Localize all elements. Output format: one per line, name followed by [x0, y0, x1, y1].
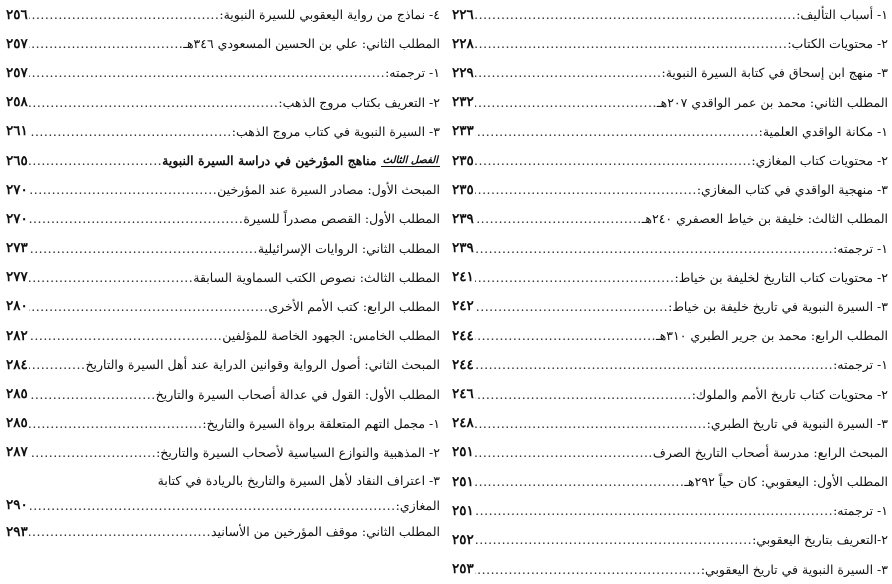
- toc-page-number: ٢٨٠: [6, 298, 28, 315]
- leader-dots: [475, 387, 692, 402]
- toc-entry-title: ١- مجمل التهم المتعلقة برواة السيرة والتاريخ:: [202, 415, 440, 431]
- leader-dots: [475, 562, 701, 577]
- toc-entry-title: ٣- السيرة النبوية في تاريخ الطبري:: [706, 415, 888, 431]
- toc-entry: [452, 555, 888, 584]
- toc-entry: [6, 0, 440, 29]
- toc-entry: [6, 58, 440, 87]
- leader-dots: [475, 241, 833, 256]
- toc-entry: [6, 409, 440, 438]
- leader-dots: [29, 182, 217, 197]
- toc-entry-title: ٢- محتويات كتاب المغازي:: [751, 153, 888, 169]
- leader-dots: [475, 474, 685, 489]
- toc-entry-title: المطلب الأول: القول في عدالة أصحاب السيرة والتاريخ: [155, 386, 440, 402]
- toc-entry: [6, 321, 440, 350]
- leader-dots: [29, 357, 86, 372]
- toc-entry: [452, 88, 888, 117]
- toc-entry: [452, 58, 888, 87]
- leader-dots: [475, 153, 752, 168]
- toc-entry: [6, 292, 440, 321]
- toc-page-number: ٢٥٣: [452, 561, 474, 578]
- toc-entry-title: المبحث الرابع: مدرسة أصحاب التاريخ الصرف: [652, 444, 888, 460]
- leader-dots: [475, 182, 697, 197]
- toc-entry: [6, 263, 440, 292]
- toc-entry-title: ٣- السيرة النبوية في تاريخ اليعقوبي:: [700, 561, 888, 577]
- leader-dots: [29, 270, 193, 285]
- chapter-ornament: الفصل الثالث: [382, 154, 438, 166]
- toc-page-number: ٢٢٨: [452, 35, 474, 52]
- toc-page-number: ٢٣٣: [452, 123, 474, 140]
- toc-entry-title: ٢- محتويات كتاب التاريخ لخليفة بن خياط:: [674, 269, 888, 285]
- toc-entry: [452, 525, 888, 554]
- toc-entry-title: ١- ترجمته:: [385, 65, 440, 81]
- toc-page-number: ٢٤٤: [452, 327, 474, 344]
- leader-dots: [475, 36, 788, 51]
- toc-page-number: ٢٣٩: [452, 210, 474, 227]
- toc-entry-title: ٢- المذهبية والنوازع السياسية لأصحاب السيرة والتاريخ:: [156, 444, 440, 460]
- toc-entry: [6, 88, 440, 117]
- leader-dots: [475, 445, 653, 460]
- toc-entry-title: ٢- محتويات الكتاب:: [787, 36, 888, 52]
- toc-entry-title: ٢- محتويات كتاب تاريخ الأمم والملوك:: [691, 386, 888, 402]
- toc-entry-title: مناهج المؤرخين في دراسة السيرة النبوية: [162, 153, 377, 169]
- toc-page-number: ٢٥٦: [6, 6, 28, 23]
- toc-page-number: ٢٧٣: [6, 240, 28, 257]
- leader-dots: [475, 357, 833, 372]
- toc-page-number: ٢٤٦: [452, 386, 474, 403]
- leader-dots: [29, 65, 385, 80]
- toc-page-number: ٢٨٥: [6, 386, 28, 403]
- leader-dots: [29, 241, 258, 256]
- toc-entry-title: المطلب الخامس: الجهود الخاصة للمؤلفين: [222, 328, 440, 344]
- toc-page-number: ٢٩٠: [6, 497, 28, 513]
- toc-entry: [452, 204, 888, 233]
- toc-page-number: ٢٥٢: [452, 531, 474, 548]
- leader-dots: [475, 65, 662, 80]
- leader-dots: [475, 532, 752, 547]
- toc-entry-title: ٣- منهج ابن إسحاق في كتابة السيرة النبوية:: [661, 65, 888, 81]
- toc-page-number: ٢٤٤: [452, 356, 474, 373]
- toc-entry-title: ٣- اعتراف النقاد لأهل السيرة والتاريخ بالريادة في كتابة: [157, 472, 440, 488]
- leader-dots: [29, 498, 396, 513]
- toc-entry: [452, 263, 888, 292]
- toc-entry: [6, 29, 440, 58]
- toc-entry: [452, 350, 888, 379]
- leader-dots: [29, 445, 156, 460]
- leader-dots: [29, 387, 156, 402]
- toc-entry-title: المطلب الثاني: موقف المؤرخين من الأسانيد: [210, 524, 440, 540]
- toc-entry: [452, 496, 888, 525]
- toc-entry: [452, 409, 888, 438]
- toc-entry: [452, 438, 888, 467]
- toc-entry-title: ٢- التعريف بكتاب مروج الذهب:: [278, 94, 440, 110]
- toc-entry: [452, 379, 888, 408]
- toc-entry: [452, 234, 888, 263]
- toc-page-number: ٢٦١: [6, 123, 28, 140]
- toc-entry-title: ٣- السيرة النبوية في تاريخ خليفة بن خياط:: [668, 298, 888, 314]
- toc-entry-title: المطلب الرابع: كتب الأمم الأخرى: [268, 298, 440, 314]
- toc-entry-title: المطلب الأول: القصص مصدراً للسيرة: [243, 211, 440, 227]
- toc-entry: [452, 175, 888, 204]
- toc-page-number: ٢٨٥: [6, 415, 28, 432]
- toc-page-number: ٢٤٨: [452, 415, 474, 432]
- toc-entry: [6, 204, 440, 233]
- toc-page-number: ٢٧٠: [6, 210, 28, 227]
- toc-page-number: ٢٧٠: [6, 181, 28, 198]
- toc-entry: [452, 467, 888, 496]
- leader-dots: [475, 124, 759, 139]
- toc-entry-title: ١- ترجمته:: [833, 357, 888, 373]
- toc-page-number: ٢٢٩: [452, 64, 474, 81]
- toc-page-number: ٢٨٢: [6, 327, 28, 344]
- leader-dots: [29, 211, 244, 226]
- toc-page-number: ٢٨٤: [6, 356, 28, 373]
- toc-entry-title: ٣- السيرة النبوية في كتاب مروج الذهب:: [231, 123, 440, 139]
- leader-dots: [29, 416, 203, 431]
- toc-entry-title: المطلب الثاني: علي بن الحسين المسعودي ٣٤٦هـ: [183, 36, 440, 52]
- toc-entry-title: ١- ترجمته:: [833, 240, 888, 256]
- toc-entry-title: المبحث الثاني: أصول الرواية وقوانين الدراية عند أهل السيرة والتاريخ: [85, 357, 440, 373]
- toc-page-number: ٢٨٧: [6, 444, 28, 461]
- toc-entry-title: المطلب الثالث: نصوص الكتب السماوية السابقة: [193, 269, 440, 285]
- leader-dots: [29, 524, 211, 539]
- toc-entry: [452, 117, 888, 146]
- toc-entry-title: ٣- منهجية الواقدي في كتاب المغازي:: [696, 182, 888, 198]
- toc-page-number: ٢٩٣: [6, 523, 28, 540]
- toc-entry-title: ١- مكانة الواقدي العلمية:: [758, 123, 888, 139]
- toc-entry: [452, 146, 888, 175]
- toc-entry: [6, 350, 440, 379]
- toc-entry-title: المبحث الأول: مصادر السيرة عند المؤرخين: [217, 182, 440, 198]
- toc-entry: [452, 0, 888, 29]
- toc-page-number: ٢٤١: [452, 269, 474, 286]
- toc-entry: [6, 493, 440, 517]
- toc-entry-title: المطلب الثالث: خليفة بن خياط العصفري ٢٤٠هـ: [641, 211, 888, 227]
- toc-page-number: ٢٥١: [452, 502, 474, 519]
- leader-dots: [475, 299, 668, 314]
- toc-entry: [452, 292, 888, 321]
- leader-dots: [475, 95, 657, 110]
- toc-entry-title: المطلب الأول: اليعقوبي: كان حياً ٢٩٢هـ: [684, 474, 888, 490]
- toc-page-number: ٢٣٢: [452, 94, 474, 111]
- toc-entry-title: ١- ترجمته:: [833, 503, 888, 519]
- toc-entry: [6, 438, 440, 467]
- toc-page-number: ٢٤٢: [452, 298, 474, 315]
- toc-page-number: ٢٥١: [452, 473, 474, 490]
- toc-entry-title: ١- أسباب التأليف:: [796, 7, 888, 23]
- toc-right-column: [452, 0, 888, 584]
- leader-dots: [475, 211, 642, 226]
- leader-dots: [29, 95, 279, 110]
- leader-dots: [475, 416, 707, 431]
- toc-page-number: ٢٧٧: [6, 269, 28, 286]
- toc-entry: [6, 234, 440, 263]
- toc-page-number: ٢٣٥: [452, 181, 474, 198]
- toc-page-number: ٢٣٩: [452, 240, 474, 257]
- leader-dots: [29, 124, 232, 139]
- leader-dots: [475, 270, 675, 285]
- toc-entry-title: المطلب الثاني: الروايات الإسرائيلية: [257, 240, 440, 256]
- leader-dots: [29, 153, 162, 168]
- leader-dots: [475, 328, 656, 343]
- leader-dots: [29, 7, 220, 22]
- leader-dots: [29, 328, 223, 343]
- toc-entry-title: المطلب الثاني: محمد بن عمر الواقدي ٢٠٧هـ: [656, 94, 888, 110]
- toc-entry: [452, 29, 888, 58]
- toc-entry: [6, 117, 440, 146]
- toc-entry-title: ٤- نماذج من رواية اليعقوبي للسيرة النبوية:: [219, 7, 440, 23]
- leader-dots: [29, 36, 184, 51]
- toc-entry: [6, 146, 440, 175]
- toc-page-number: ٢٥١: [452, 444, 474, 461]
- leader-dots: [475, 7, 796, 22]
- toc-page-number: ٢٦٥: [6, 152, 28, 169]
- toc-entry: [6, 517, 440, 546]
- toc-entry: [6, 175, 440, 204]
- toc-page-number: ٢٥٨: [6, 94, 28, 111]
- toc-entry-title: المطلب الرابع: محمد بن جرير الطبري ٣١٠هـ: [656, 328, 888, 344]
- toc-entry-title: المغازي:: [395, 497, 440, 513]
- leader-dots: [475, 503, 833, 518]
- toc-entry: [452, 321, 888, 350]
- toc-page-number: ٢٣٥: [452, 152, 474, 169]
- toc-entry-title: ٢-التعريف بتاريخ اليعقوبي:: [752, 532, 888, 548]
- toc-page-number: ٢٥٧: [6, 35, 28, 52]
- toc-page-number: ٢٢٦: [452, 6, 474, 23]
- toc-page-number: ٢٥٧: [6, 64, 28, 81]
- toc-entry: [6, 379, 440, 408]
- leader-dots: [29, 299, 269, 314]
- toc-left-column: [6, 0, 440, 546]
- toc-entry: [6, 467, 440, 493]
